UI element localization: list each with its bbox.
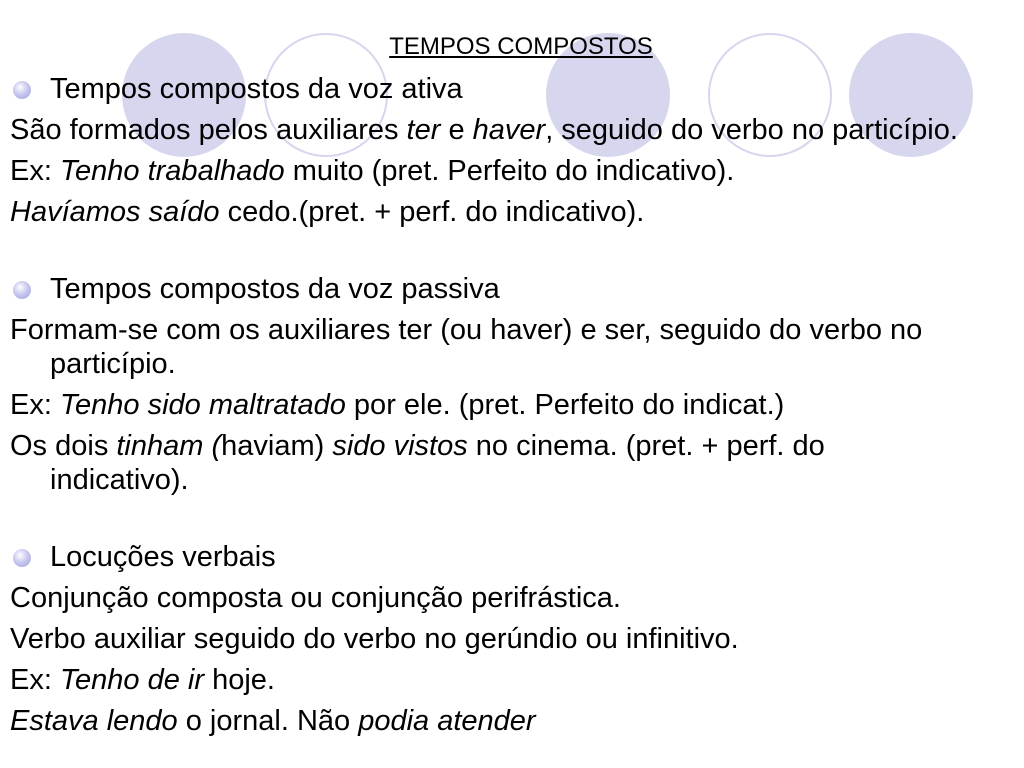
spacer — [10, 236, 970, 270]
section-heading-text: Tempos compostos da voz ativa — [50, 73, 463, 105]
paragraph — [10, 313, 970, 381]
text-run: Conjunção composta ou conjunção perifrástica. — [10, 582, 621, 614]
text-run: haviam) — [221, 430, 333, 462]
italic-run: Tenho trabalhado — [59, 155, 285, 187]
text-run: Os dois — [10, 430, 117, 462]
bullet-icon — [13, 81, 31, 99]
italic-run: haver — [472, 114, 546, 146]
text-run: no cinema. (pret. + perf. do indicativo). — [50, 430, 825, 496]
italic-run: Estava lendo — [10, 705, 178, 737]
slide-content — [10, 70, 970, 745]
section-heading-voz-ativa — [10, 72, 970, 106]
italic-run: Tenho sido maltratado — [59, 389, 346, 421]
text-run: , seguido do verbo no particípio. — [545, 114, 958, 146]
text-run: cedo.(pret. + perf. do indicativo). — [219, 196, 645, 228]
italic-run: sido vistos — [332, 430, 468, 462]
text-run: Formam-se com os auxiliares ter (ou haver) e ser, seguido do verbo no particípio. — [10, 314, 923, 380]
text-run: o jornal. Não — [177, 705, 359, 737]
text-run: e — [440, 114, 473, 146]
text-run: São formados pelos auxiliares — [10, 114, 407, 146]
paragraph — [10, 704, 970, 738]
italic-run: tinham ( — [116, 430, 222, 462]
section-heading-text: Tempos compostos da voz passiva — [50, 273, 500, 305]
section-heading-text: Locuções verbais — [50, 541, 276, 573]
paragraph — [10, 581, 970, 615]
bullet-icon — [13, 281, 31, 299]
paragraph — [10, 195, 970, 229]
paragraph — [10, 154, 970, 188]
section-heading-voz-passiva — [10, 272, 970, 306]
paragraph — [10, 429, 970, 497]
italic-run: podia atender — [358, 705, 536, 737]
paragraph — [10, 663, 970, 697]
text-run: Ex: — [10, 664, 60, 696]
italic-run: ter — [406, 114, 441, 146]
text-run: Verbo auxiliar seguido do verbo no gerúndio ou infinitivo. — [10, 623, 739, 655]
section-heading-locucoes-verbais — [10, 540, 970, 574]
spacer — [10, 504, 970, 538]
slide-title: TEMPOS COMPOSTOS — [389, 33, 653, 60]
text-run: muito (pret. Perfeito do indicativo). — [284, 155, 735, 187]
text-run: Ex: — [10, 389, 60, 421]
italic-run: Tenho de ir — [59, 664, 205, 696]
paragraph — [10, 622, 970, 656]
text-run: Ex: — [10, 155, 60, 187]
text-run: por ele. (pret. Perfeito do indicat.) — [345, 389, 785, 421]
paragraph — [10, 388, 970, 422]
text-run: hoje. — [204, 664, 275, 696]
italic-run: Havíamos saído — [10, 196, 220, 228]
bullet-icon — [13, 549, 31, 567]
paragraph — [10, 113, 970, 147]
